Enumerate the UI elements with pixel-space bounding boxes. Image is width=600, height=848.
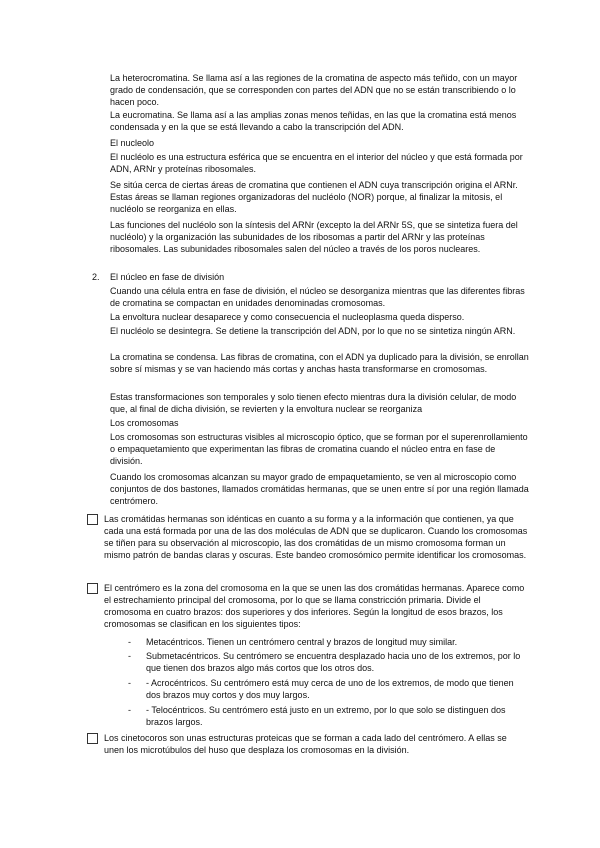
paragraph-division-3: El nucléolo se desintegra. Se detiene la transcripción del ADN, por lo que no se sintetiza ningún ARN. — [110, 326, 516, 336]
paragraph-division-4: La cromatina se condensa. Las fibras de cromatina, con el ADN ya duplicado para la división, se enrollan sobre sí mismas y se van haciendo más cortas y anchas hasta transformarse en cromosomas. — [110, 352, 529, 374]
paragraph-nucleolo-1: El nucléolo es una estructura esférica que se encuentra en el interior del núcleo y que está formada por ADN, ARNr y proteínas ribosomales. — [110, 152, 523, 174]
checkbox-3[interactable] — [87, 733, 98, 744]
checklist-item-cromatidas: Las cromátidas hermanas son idénticas en cuanto a su forma y a la información que contienen, ya que cada una está formada por una de las dos moléculas de ADN que se duplicaron. Cuando los cromosomas se tiñen para su observación al microscopio, las dos cromátidas de un mismo cromosoma forman un mismo patrón de bandas claras y oscuras. Este bandeo cromosómico permite identificar los cromosomas. — [104, 514, 528, 560]
heading-cromosomas: Los cromosomas — [110, 418, 179, 428]
list-marker: - — [128, 651, 131, 661]
list-item-submetacentricos: Submetacéntricos. Su centrómero se encuentra desplazado hacia uno de los extremos, por lo que tienen dos brazos algo más cortos que los otros dos. — [146, 651, 521, 673]
list-item-telocentricos: - Telocéntricos. Su centrómero está justo en un extremo, por lo que solo se distinguen dos brazos largos. — [146, 705, 506, 727]
section-title: El núcleo en fase de división — [110, 272, 225, 282]
paragraph-heterocromatina: La heterocromatina. Se llama así a las regiones de la cromatina de aspecto más teñido, con un mayor grado de condensación, que se corresponden con partes del ADN que no se están transcribiendo o lo hacen poco. — [110, 73, 518, 107]
section-number: 2. — [92, 272, 100, 282]
paragraph-eucromatina: La eucromatina. Se llama así a las amplias zonas menos teñidas, en las que la cromatina está menos condensada y en la que se está llevando a cabo la transcripción del ADN. — [110, 110, 517, 132]
paragraph-cromosomas-2: Cuando los cromosomas alcanzan su mayor grado de empaquetamiento, se ven al microscopio como conjuntos de dos bastones, llamados cromátidas hermanas, que se unen entre sí por una región llamada centrómero. — [110, 472, 529, 506]
checkbox-2[interactable] — [87, 583, 98, 594]
paragraph-division-5: Estas transformaciones son temporales y solo tienen efecto mientras dura la división celular, de modo que, al final de dicha división, se revierten y la envoltura nuclear se reorganiza — [110, 392, 517, 414]
heading-nucleolo: El nucleolo — [110, 138, 155, 148]
paragraph-division-1: Cuando una célula entra en fase de división, el núcleo se desorganiza mientras que las diferentes fibras de cromatina se compactan en unidades denominadas cromosomas. — [110, 286, 525, 308]
checklist-item-cinetocoros: Los cinetocoros son unas estructuras proteicas que se forman a cada lado del centrómero. A ellas se unen los microtúbulos del huso que desplaza los cromosomas en la división. — [104, 733, 507, 755]
checklist-item-centromero: El centrómero es la zona del cromosoma en la que se unen las dos cromátidas hermanas. Aparece como el estrechamiento principal del cromosoma, por lo que se llama constricción primaria. Divide el cromosoma en cuatro brazos: dos superiores y dos inferiores. Según la longitud de esos brazos, los cromosomas se clasifican en los siguientes tipos: — [104, 583, 525, 629]
list-marker: - — [128, 678, 131, 688]
list-item-metacentricos: Metacéntricos. Tienen un centrómero central y brazos de longitud muy similar. — [146, 637, 458, 647]
paragraph-division-2: La envoltura nuclear desaparece y como consecuencia el nucleoplasma queda disperso. — [110, 312, 465, 322]
paragraph-nucleolo-3: Las funciones del nucléolo son la síntesis del ARNr (excepto la del ARNr 5S, que se sintetiza fuera del nucléolo) y la organización las subunidades de los ribosomas a partir del ARNr y las proteínas ribosomales. Las subunidades ribosomales salen del núcleo a través de los poros nucleares. — [110, 220, 518, 254]
list-marker: - — [128, 705, 131, 715]
list-marker: - — [128, 637, 131, 647]
paragraph-cromosomas-1: Los cromosomas son estructuras visibles al microscopio óptico, que se forman por el superenrollamiento o empaquetamiento que experimentan las fibras de cromatina cuando el núcleo entra en fase de división. — [110, 432, 528, 466]
checkbox-1[interactable] — [87, 514, 98, 525]
list-item-acrocentricos: - Acrocéntricos. Su centrómero está muy cerca de uno de los extremos, de modo que tienen dos brazos muy cortos y dos muy largos. — [146, 678, 514, 700]
paragraph-nucleolo-2: Se sitúa cerca de ciertas áreas de cromatina que contienen el ADN cuya transcripción origina el ARNr. Estas áreas se llaman regiones organizadoras del nucléolo (NOR) porque, al finalizar la mitosis, el nucléolo se reorganiza en ellas. — [110, 180, 518, 214]
